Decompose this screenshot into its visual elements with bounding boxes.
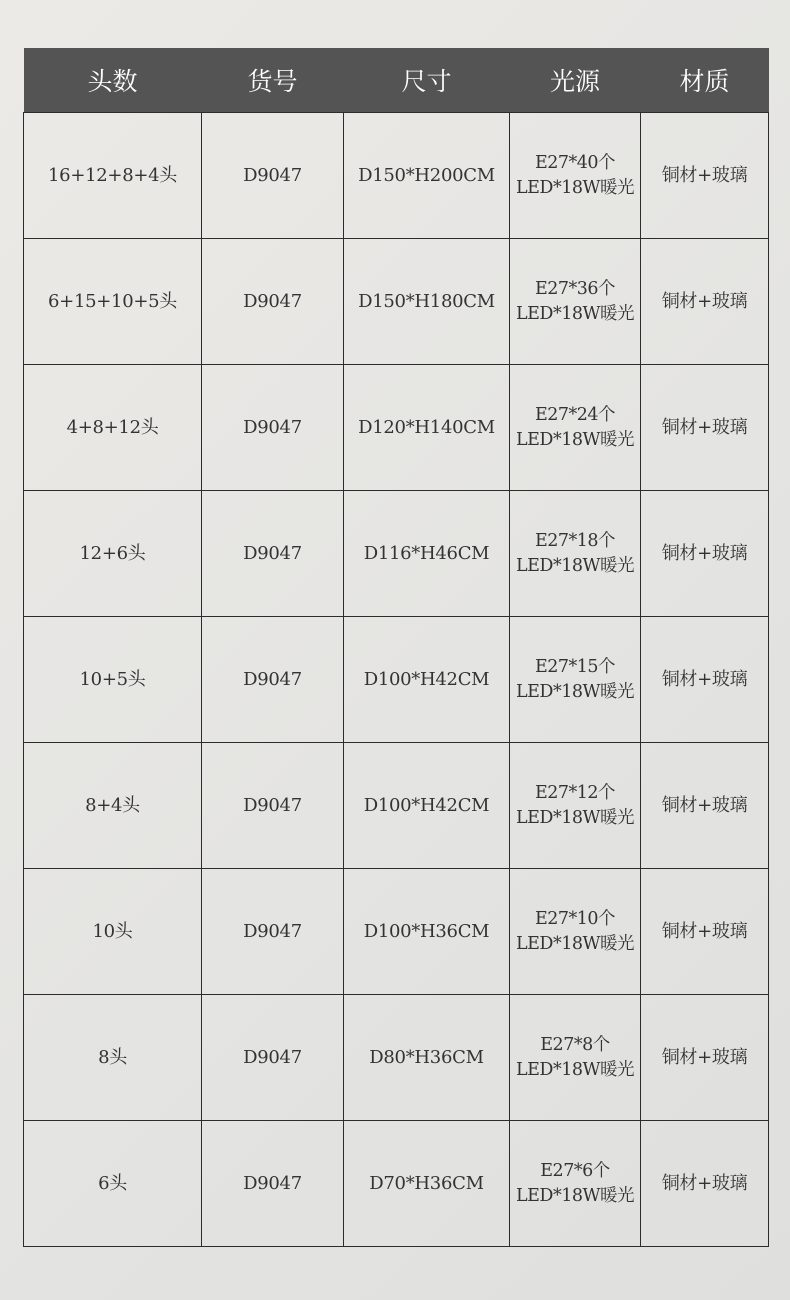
cell-material: 铜材+玻璃 — [641, 365, 769, 491]
cell-sku: D9047 — [202, 491, 344, 617]
light-count: E27*6个 — [540, 1160, 610, 1181]
cell-material: 铜材+玻璃 — [641, 113, 769, 239]
light-led: LED*18W暖光 — [516, 177, 634, 198]
header-light-source: 光源 — [510, 48, 641, 113]
cell-size: D80*H36CM — [344, 995, 510, 1121]
light-count: E27*15个 — [534, 656, 616, 677]
header-size: 尺寸 — [344, 48, 510, 113]
light-led: LED*18W暖光 — [516, 555, 634, 576]
cell-heads: 8头 — [24, 995, 202, 1121]
light-led: LED*18W暖光 — [516, 1185, 634, 1206]
cell-heads: 10头 — [24, 869, 202, 995]
cell-material: 铜材+玻璃 — [641, 617, 769, 743]
cell-material: 铜材+玻璃 — [641, 491, 769, 617]
cell-light-source — [510, 491, 641, 617]
cell-material: 铜材+玻璃 — [641, 1121, 769, 1247]
cell-heads: 6+15+10+5头 — [24, 239, 202, 365]
cell-sku: D9047 — [202, 113, 344, 239]
light-count: E27*24个 — [534, 404, 616, 425]
light-led: LED*18W暖光 — [516, 303, 634, 324]
cell-size: D100*H42CM — [344, 743, 510, 869]
light-count: E27*12个 — [534, 782, 616, 803]
table-row — [24, 491, 769, 617]
table-row — [24, 113, 769, 239]
light-led: LED*18W暖光 — [516, 1059, 634, 1080]
cell-heads: 6头 — [24, 1121, 202, 1247]
light-count: E27*8个 — [540, 1034, 610, 1055]
light-led: LED*18W暖光 — [516, 681, 634, 702]
table-row — [24, 617, 769, 743]
header-sku: 货号 — [202, 48, 344, 113]
light-led: LED*18W暖光 — [516, 807, 634, 828]
table-row — [24, 365, 769, 491]
cell-light-source — [510, 1121, 641, 1247]
cell-material: 铜材+玻璃 — [641, 995, 769, 1121]
cell-light-source — [510, 869, 641, 995]
cell-heads: 10+5头 — [24, 617, 202, 743]
cell-material: 铜材+玻璃 — [641, 239, 769, 365]
cell-light-source — [510, 113, 641, 239]
cell-sku: D9047 — [202, 743, 344, 869]
cell-sku: D9047 — [202, 1121, 344, 1247]
table-row — [24, 743, 769, 869]
table-row — [24, 239, 769, 365]
light-led: LED*18W暖光 — [516, 429, 634, 450]
cell-light-source — [510, 239, 641, 365]
header-heads: 头数 — [24, 48, 202, 113]
spec-table — [23, 48, 769, 1247]
cell-size: D100*H42CM — [344, 617, 510, 743]
cell-light-source — [510, 995, 641, 1121]
cell-material: 铜材+玻璃 — [641, 869, 769, 995]
cell-heads: 12+6头 — [24, 491, 202, 617]
cell-size: D70*H36CM — [344, 1121, 510, 1247]
light-count: E27*18个 — [534, 530, 616, 551]
table-row — [24, 1121, 769, 1247]
cell-sku: D9047 — [202, 995, 344, 1121]
cell-size: D150*H200CM — [344, 113, 510, 239]
cell-sku: D9047 — [202, 869, 344, 995]
table-header-row — [24, 48, 769, 113]
cell-heads: 16+12+8+4头 — [24, 113, 202, 239]
cell-light-source — [510, 743, 641, 869]
cell-sku: D9047 — [202, 365, 344, 491]
light-led: LED*18W暖光 — [516, 933, 634, 954]
table-row — [24, 869, 769, 995]
cell-light-source — [510, 617, 641, 743]
cell-sku: D9047 — [202, 617, 344, 743]
cell-size: D116*H46CM — [344, 491, 510, 617]
cell-heads: 4+8+12头 — [24, 365, 202, 491]
cell-size: D150*H180CM — [344, 239, 510, 365]
cell-light-source — [510, 365, 641, 491]
table-row — [24, 995, 769, 1121]
cell-material: 铜材+玻璃 — [641, 743, 769, 869]
cell-heads: 8+4头 — [24, 743, 202, 869]
cell-size: D100*H36CM — [344, 869, 510, 995]
header-material: 材质 — [641, 48, 769, 113]
light-count: E27*10个 — [534, 908, 616, 929]
light-count: E27*40个 — [534, 152, 616, 173]
cell-sku: D9047 — [202, 239, 344, 365]
cell-size: D120*H140CM — [344, 365, 510, 491]
light-count: E27*36个 — [534, 278, 616, 299]
